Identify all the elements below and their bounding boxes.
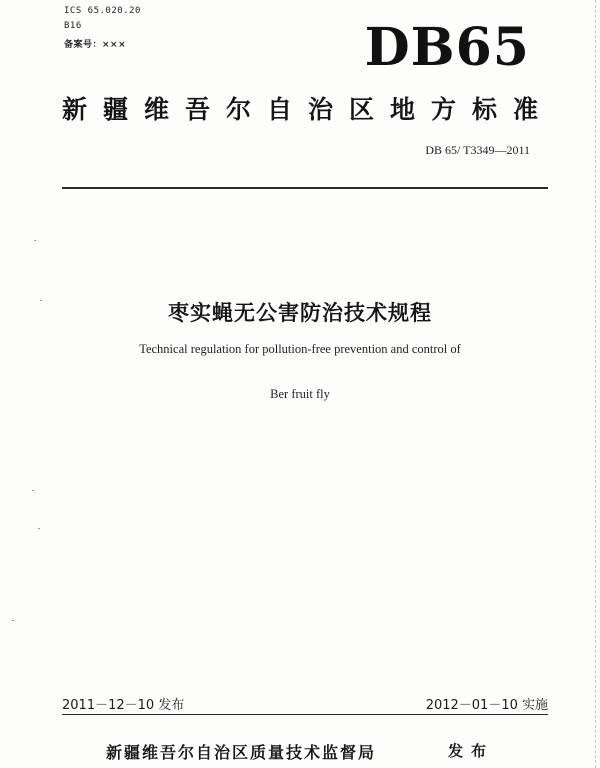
english-title-line-1: Technical regulation for pollution-free prevention and control of — [139, 342, 461, 356]
scan-speck — [34, 240, 36, 241]
issue-date: 2011－12－10 发布 — [62, 698, 185, 713]
scan-speck — [38, 528, 40, 529]
scan-speck — [12, 620, 14, 621]
scan-speck — [32, 490, 34, 491]
standard-type-heading: 新疆维吾尔自治区地方标准 — [62, 95, 555, 124]
record-number: 备案号：××× — [64, 40, 127, 50]
scan-edge-line — [595, 0, 596, 768]
issuing-authority: 新疆维吾尔自治区质量技术监督局 — [106, 743, 377, 762]
header-rule — [62, 187, 548, 189]
implementation-date: 2012－01－10 实施 — [425, 698, 548, 713]
english-title-line-2: Ber fruit fly — [270, 387, 330, 401]
standard-number: DB 65/ T3349—2011 — [425, 143, 530, 157]
chinese-title: 枣实蝇无公害防治技术规程 — [168, 301, 432, 325]
issued-label: 发布 — [448, 742, 495, 760]
ics-code: ICS 65.020.20 — [64, 6, 141, 16]
footer-rule — [62, 714, 548, 715]
ccs-code: B16 — [64, 21, 82, 31]
scan-speck — [40, 300, 42, 301]
db-mark: DB65 — [364, 17, 530, 78]
